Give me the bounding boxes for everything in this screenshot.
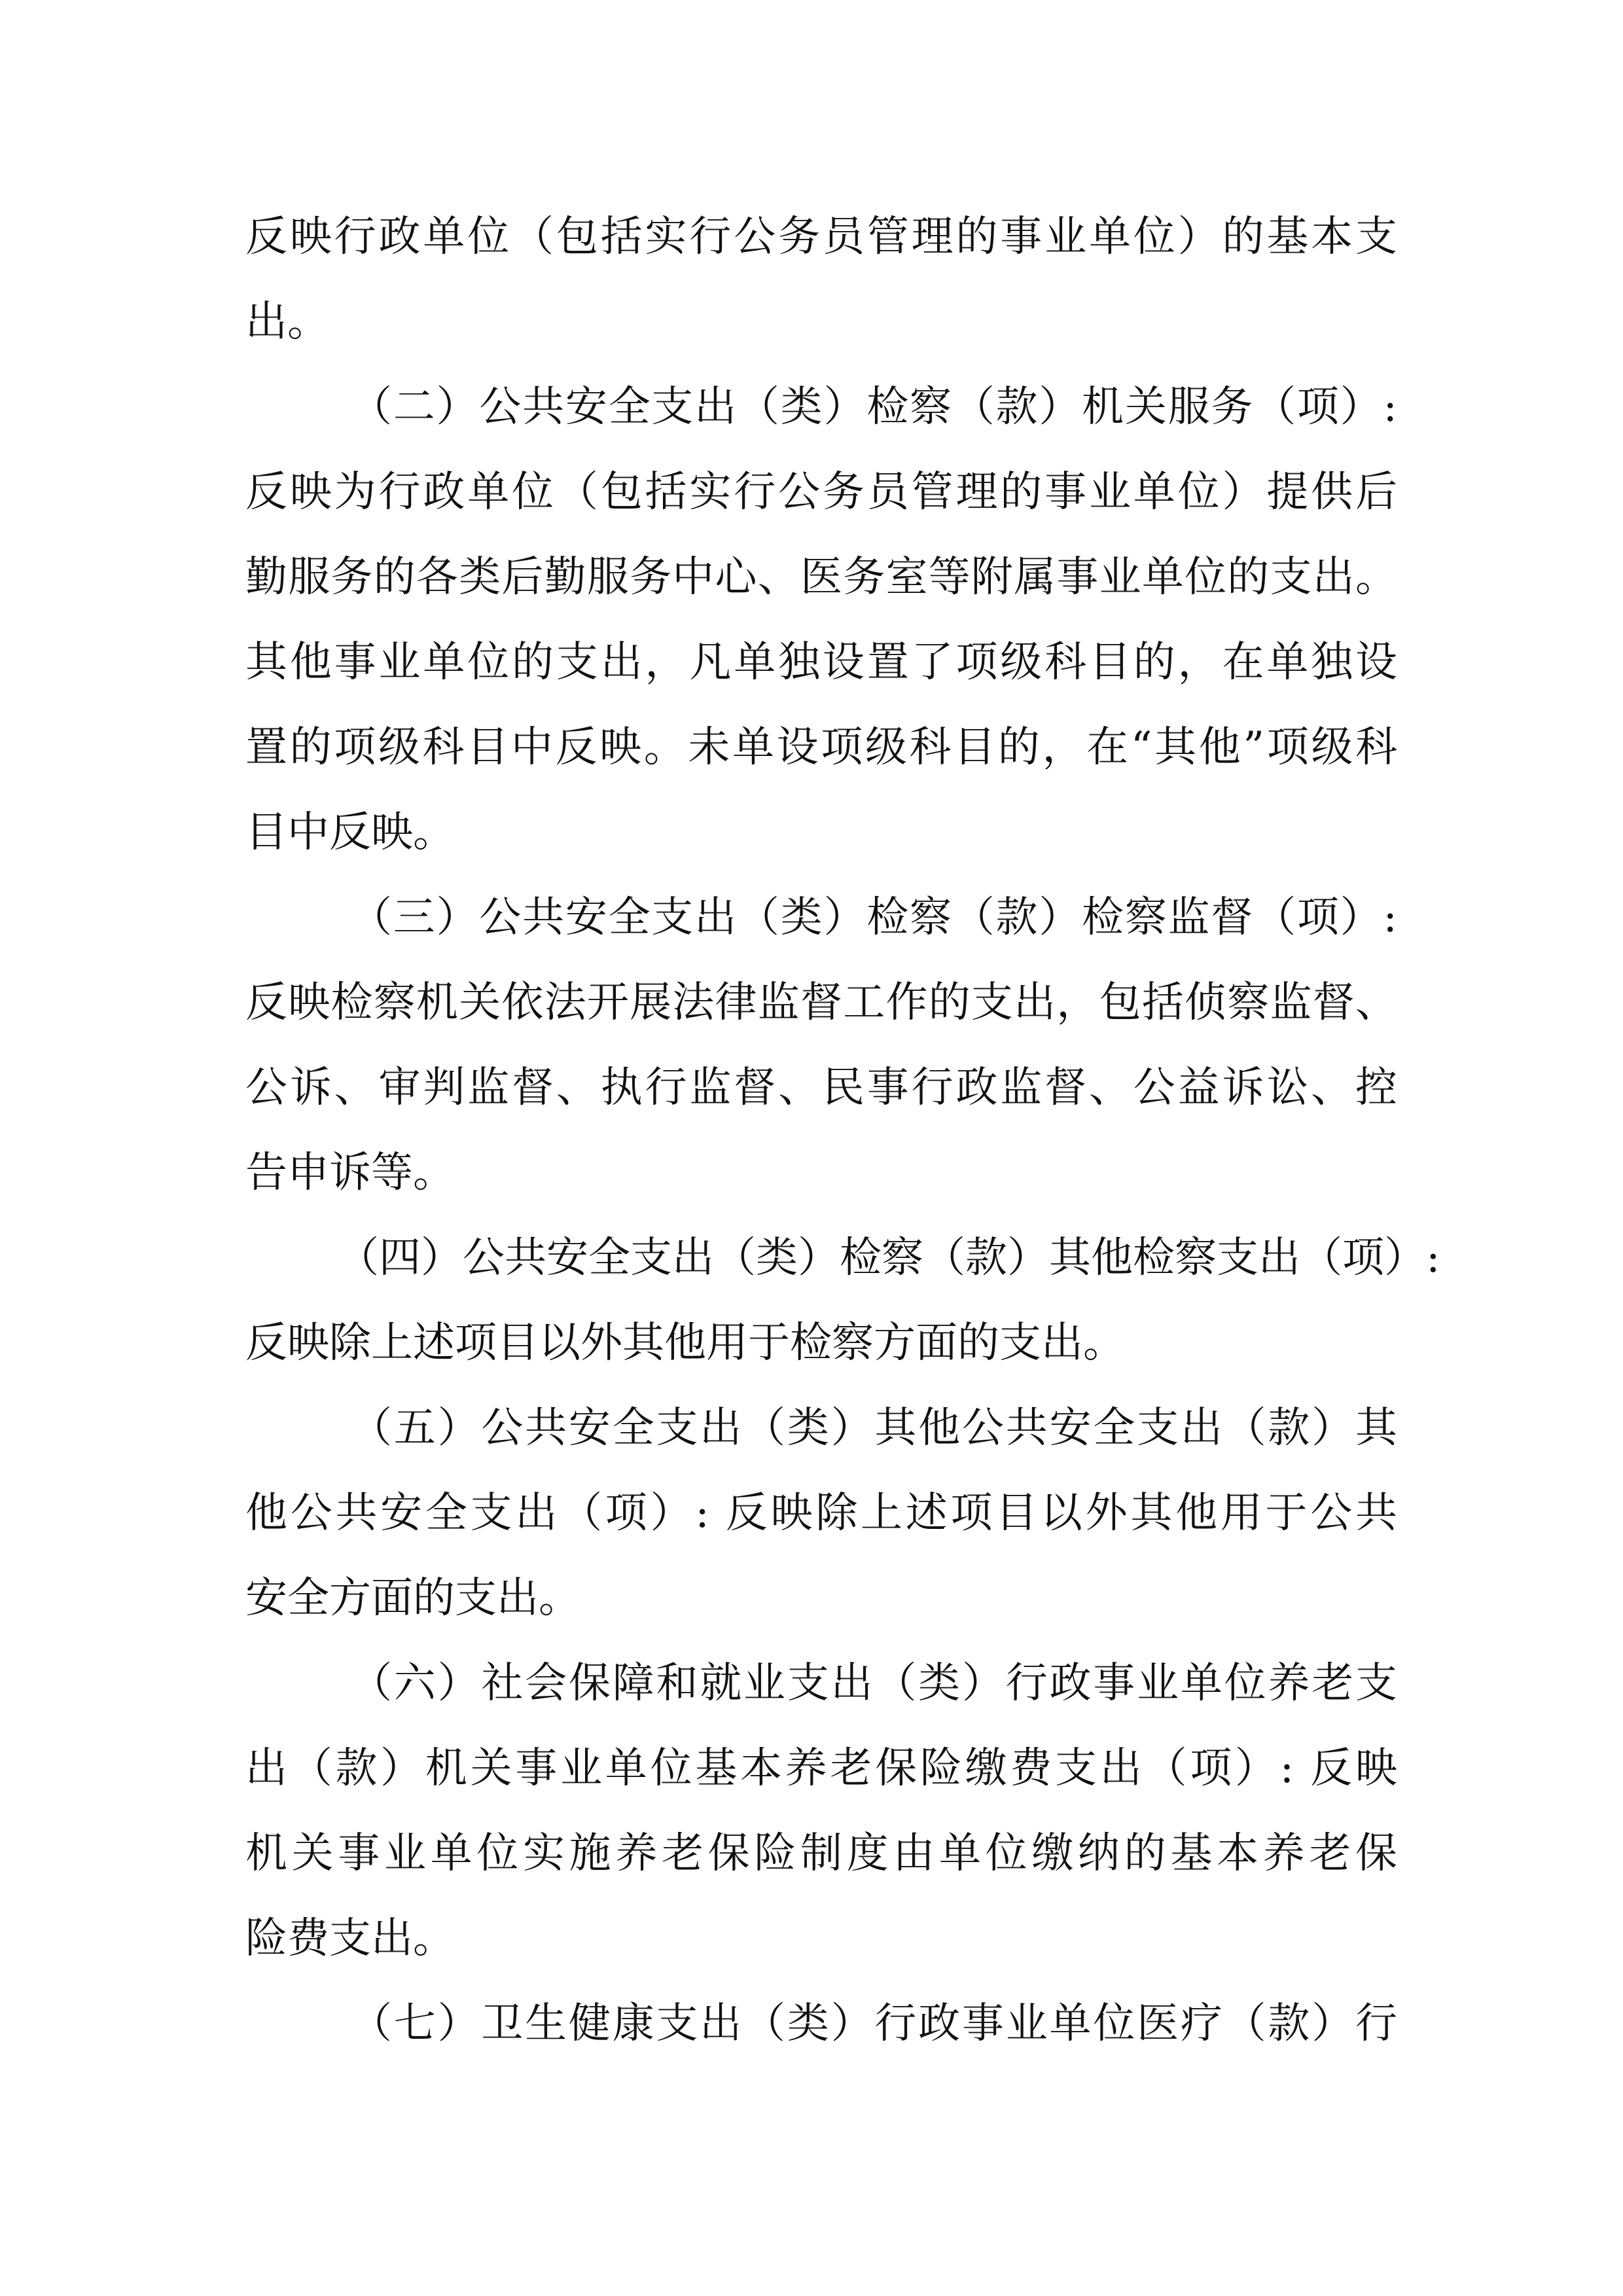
- text-line: 出。: [245, 298, 329, 346]
- text-line: （三）公共安全支出（类）检察（款）检察监督（项）:: [350, 893, 1397, 942]
- text-line: （五）公共安全支出（类）其他公共安全支出（款）其: [350, 1404, 1397, 1452]
- text-line: （六）社会保障和就业支出（类）行政事业单位养老支: [350, 1659, 1397, 1708]
- text-line: 反映检察机关依法开展法律监督工作的支出，包括侦察监督、: [245, 978, 1397, 1027]
- text-line: 安全方面的支出。: [245, 1574, 580, 1623]
- text-line: 反映为行政单位（包括实行公务员管理的事业单位）提供后: [245, 468, 1397, 516]
- text-line: （四）公共安全支出（类）检察（款）其他检察支出（项）:: [337, 1234, 1440, 1282]
- text-line: 其他事业单位的支出，凡单独设置了项级科目的，在单独设: [245, 638, 1397, 687]
- text-line: 机关事业单位实施养老保险制度由单位缴纳的基本养老保: [245, 1829, 1397, 1878]
- text-line: 出（款）机关事业单位基本养老保险缴费支出（项）: 反映: [245, 1744, 1397, 1793]
- text-line: 告申诉等。: [245, 1149, 455, 1197]
- text-line: 公诉、审判监督、执行监督、民事行政监督、公益诉讼、控: [245, 1064, 1397, 1112]
- text-line: 反映行政单位（包括实行公务员管理的事业单位）的基本支: [245, 213, 1397, 261]
- text-line: （七）卫生健康支出（类）行政事业单位医疗（款）行: [350, 2000, 1397, 2048]
- text-line: 置的项级科目中反映。未单设项级科目的，在“其他”项级科: [245, 723, 1397, 772]
- text-line: 反映除上述项目以外其他用于检察方面的支出。: [245, 1319, 1125, 1367]
- text-line: （二）公共安全支出（类）检察（款）机关服务（项）:: [350, 383, 1397, 431]
- text-line: 他公共安全支出（项）: 反映除上述项目以外其他用于公共: [245, 1489, 1397, 1537]
- text-line: 目中反映。: [245, 808, 455, 857]
- text-line: 勤服务的各类后勤服务中心、医务室等附属事业单位的支出。: [245, 553, 1397, 601]
- text-line: 险费支出。: [245, 1914, 455, 1963]
